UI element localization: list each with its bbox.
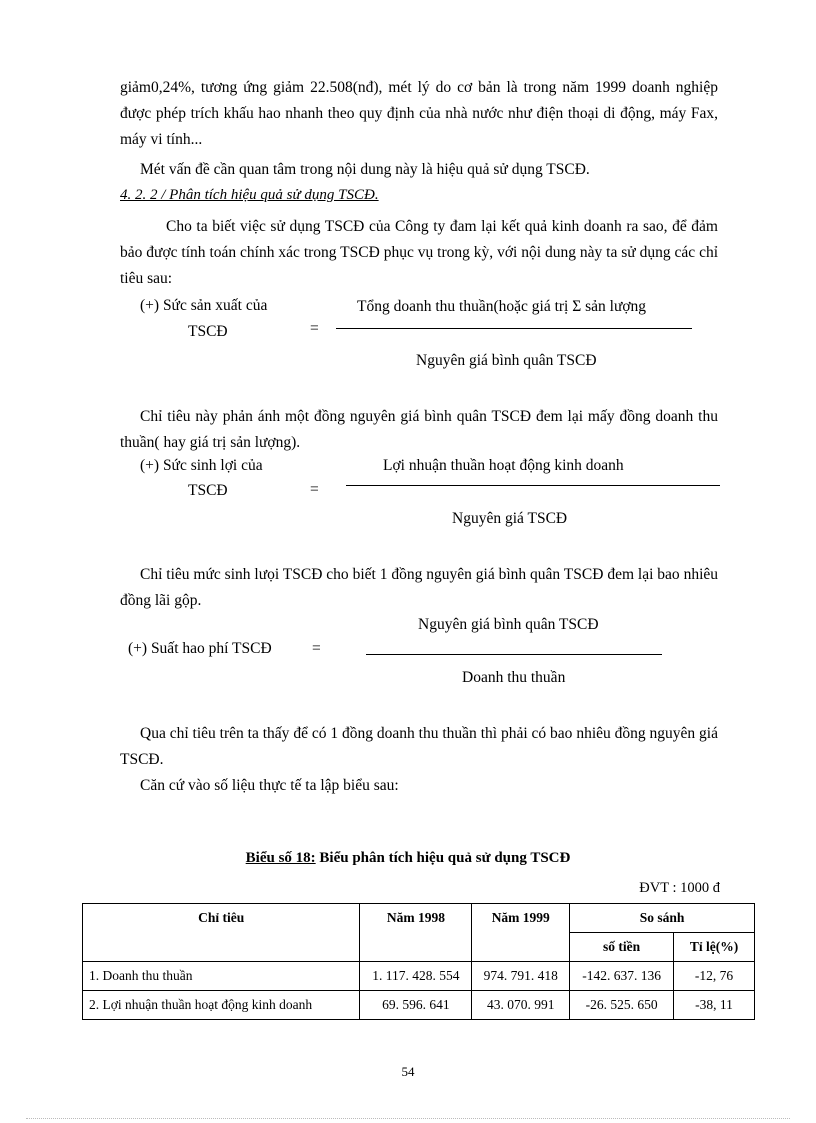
header-chi-tieu: Chỉ tiêu (83, 904, 360, 962)
formula-3-equals: = (312, 640, 321, 657)
formula-1-label: (+) Sức sản xuất của (140, 297, 268, 314)
cell-nam-1999: 43. 070. 991 (472, 991, 570, 1020)
formula-2-fraction-bar (346, 485, 720, 486)
cell-chi-tieu: 2. Lợi nhuận thuần hoạt động kinh doanh (83, 991, 360, 1020)
formula-1-denominator: Nguyên giá bình quân TSCĐ (416, 352, 597, 369)
formula-3-fraction-bar (366, 654, 662, 655)
header-so-tien: số tiền (570, 933, 674, 962)
table-caption-title: Biểu phân tích hiệu quả sử dụng TSCĐ (315, 850, 571, 866)
header-so-sanh: So sánh (570, 904, 755, 933)
formula-2-denominator: Nguyên giá TSCĐ (452, 510, 568, 527)
table-caption-number: Biểu số 18: (245, 850, 316, 866)
page-bottom-border (26, 1118, 790, 1119)
formula-3-denominator: Doanh thu thuần (462, 669, 566, 686)
table-row (83, 991, 755, 1020)
formula-2-label: (+) Sức sinh lợi của (140, 457, 263, 474)
paragraph-depreciation: giảm0,24%, tương ứng giảm 22.508(nđ), mét lý do cơ bản là trong năm 1999 doanh nghiệp được phép trích khấu hao nhanh theo quy định của nhà nước như điện thoại di động, máy Fax, máy vi tính... (120, 79, 718, 148)
cell-nam-1998: 1. 117. 428. 554 (360, 962, 472, 991)
table-caption (0, 850, 816, 867)
cell-nam-1998: 69. 596. 641 (360, 991, 472, 1020)
formula-2-label-tscd: TSCĐ (188, 482, 228, 499)
paragraph-indicators: Cho ta biết việc sử dụng TSCĐ của Công ty đam lại kết quả kinh doanh ra sao, để đảm bảo được tính toán chính xác trong TSCĐ phục vụ trong kỳ, với nội dung này ta sử dụng các chỉ tiêu sau: (120, 218, 718, 287)
cell-so-tien: -142. 637. 136 (570, 962, 674, 991)
formula-1-equals: = (310, 320, 319, 337)
paragraph-indicator-3-note: Qua chỉ tiêu trên ta thấy để có 1 đồng doanh thu thuần thì phải có bao nhiêu đồng nguyên giá TSCĐ. (120, 725, 718, 768)
cell-nam-1999: 974. 791. 418 (472, 962, 570, 991)
table-unit: ĐVT : 1000 đ (639, 880, 720, 896)
header-nam-1999: Năm 1999 (472, 904, 570, 962)
table-row (83, 962, 755, 991)
formula-1-numerator: Tổng doanh thu thuần(hoặc giá trị Σ sản lượng (357, 298, 647, 315)
section-heading: 4. 2. 2 / Phân tích hiệu quả sử dụng TSCĐ. (120, 187, 379, 203)
efficiency-table (82, 903, 755, 1020)
header-ti-le: Tỉ lệ(%) (674, 933, 755, 962)
formula-1-label-tscd: TSCĐ (188, 323, 228, 340)
paragraph-efficiency-intro: Mét vấn đề cần quan tâm trong nội dung này là hiệu quả sử dụng TSCĐ. (140, 161, 590, 178)
formula-3-numerator: Nguyên giá bình quân TSCĐ (418, 616, 599, 633)
page-number: 54 (401, 1064, 415, 1079)
formula-2-equals: = (310, 481, 319, 498)
paragraph-table-intro: Căn cứ vào số liệu thực tế ta lập biểu sau: (140, 777, 399, 794)
formula-3-label: (+) Suất hao phí TSCĐ (128, 640, 272, 657)
formula-2-numerator: Lợi nhuận thuần hoạt động kinh doanh (383, 457, 624, 474)
paragraph-indicator-1-note: Chỉ tiêu này phản ánh một đồng nguyên giá bình quân TSCĐ đem lại mấy đồng doanh thu thuần( hay giá trị sản lượng). (120, 408, 718, 451)
cell-ti-le: -12, 76 (674, 962, 755, 991)
cell-so-tien: -26. 525. 650 (570, 991, 674, 1020)
paragraph-indicator-2-note: Chỉ tiêu mức sinh lưọi TSCĐ cho biết 1 đồng nguyên giá bình quân TSCĐ đem lại bao nhiêu đồng lãi gộp. (120, 566, 718, 609)
cell-ti-le: -38, 11 (674, 991, 755, 1020)
table-header-row (83, 904, 755, 933)
cell-chi-tieu: 1. Doanh thu thuần (83, 962, 360, 991)
header-nam-1998: Năm 1998 (360, 904, 472, 962)
formula-1-fraction-bar (336, 328, 692, 329)
